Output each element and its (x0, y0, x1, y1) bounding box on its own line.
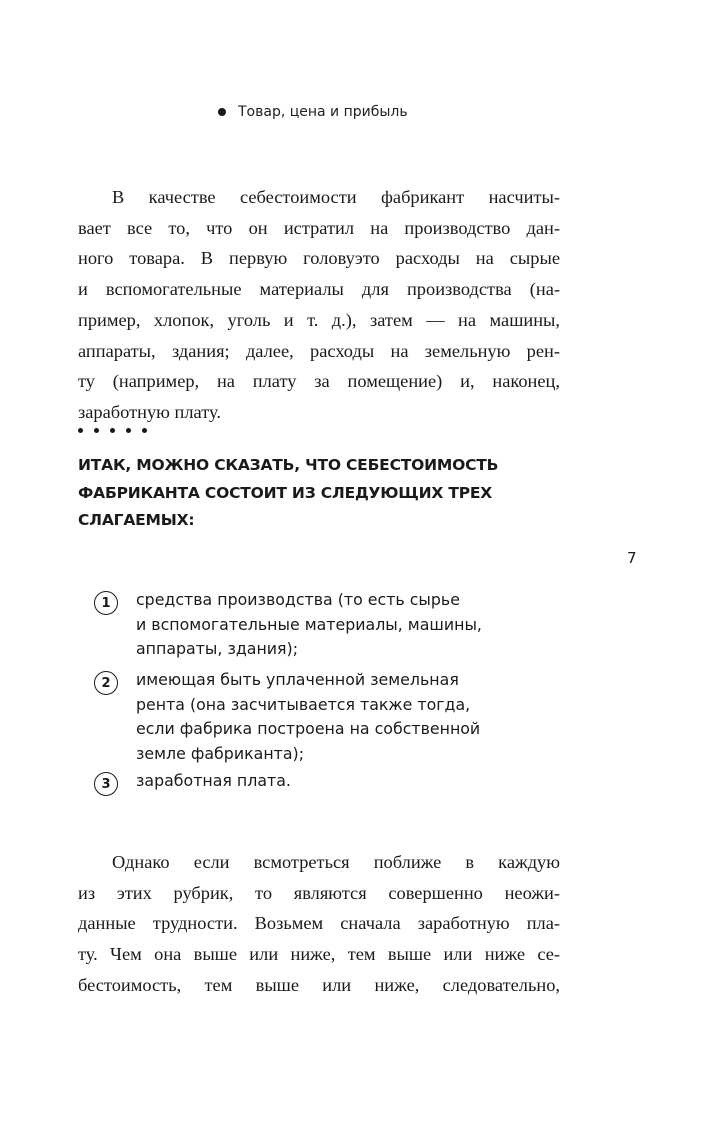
callout-heading (78, 452, 558, 535)
text-line: аппараты, здания); (136, 639, 299, 658)
list-item (94, 588, 482, 662)
text-line: ту. Чем она выше или ниже, тем выше или ниже се- (78, 944, 560, 965)
callout-line: ФАБРИКАНТА СОСТОИТ ИЗ СЛЕДУЮЩИХ ТРЕХ (78, 483, 493, 502)
list-item-text (136, 668, 480, 766)
text-line: вает все то, что он истратил на производство дан- (78, 217, 560, 238)
text-line: средства производства (то есть сырье (136, 590, 460, 609)
dot (78, 428, 83, 433)
text-line: ного товара. В первую головуэто расходы на сырые (78, 248, 560, 269)
callout-line: ИТАК, МОЖНО СКАЗАТЬ, ЧТО СЕБЕСТОИМОСТЬ (78, 456, 499, 474)
text-line: данные трудности. Возьмем сначала заработную пла- (78, 913, 560, 934)
number-circle: 2 (94, 671, 118, 695)
dot (110, 428, 115, 433)
running-head-text: Товар, цена и прибыль (238, 104, 408, 120)
text-line: заработная плата. (136, 771, 291, 790)
text-line: пример, хлопок, уголь и т. д.), затем — на машины, (78, 309, 560, 330)
text-line: бестоимость, тем выше или ниже, следовательно, (78, 974, 560, 995)
text-line: аппараты, здания; далее, расходы на земельную рен- (78, 340, 560, 361)
list-item (94, 769, 291, 796)
number-circle: 1 (94, 591, 118, 615)
text-line: В качестве себестоимости фабрикант насчиты- (112, 187, 560, 207)
text-line: имеющая быть уплаченной земельная (136, 670, 459, 689)
text-line: из этих рубрик, то являются совершенно неожи- (78, 882, 560, 903)
dot (94, 428, 99, 433)
text-line: если фабрика построена на собственной (136, 719, 481, 738)
text-line: земле фабриканта); (136, 743, 305, 763)
number-circle: 3 (94, 772, 118, 796)
paragraph-1 (78, 182, 560, 428)
callout-line: СЛАГАЕМЫХ: (78, 511, 195, 529)
section-divider-dots (78, 428, 147, 433)
text-line: заработную плату. (78, 401, 221, 422)
list-item-text (136, 769, 291, 796)
text-line: и вспомогательные материалы для производства (на- (78, 279, 560, 300)
paragraph-2 (78, 847, 560, 1001)
text-line: ту (например, на плату за помещение) и, наконец, (78, 371, 560, 392)
dot (126, 428, 131, 433)
text-line: и вспомогательные материалы, машины, (136, 614, 482, 634)
page-number: 7 (627, 549, 637, 567)
text-line: рента (она засчитывается также тогда, (136, 694, 471, 714)
list-item (94, 668, 480, 766)
text-line: Однако если всмотреться поближе в каждую (112, 852, 560, 872)
dot (142, 428, 147, 433)
bullet-icon (218, 108, 226, 116)
running-head (218, 104, 408, 120)
list-item-text (136, 588, 482, 662)
